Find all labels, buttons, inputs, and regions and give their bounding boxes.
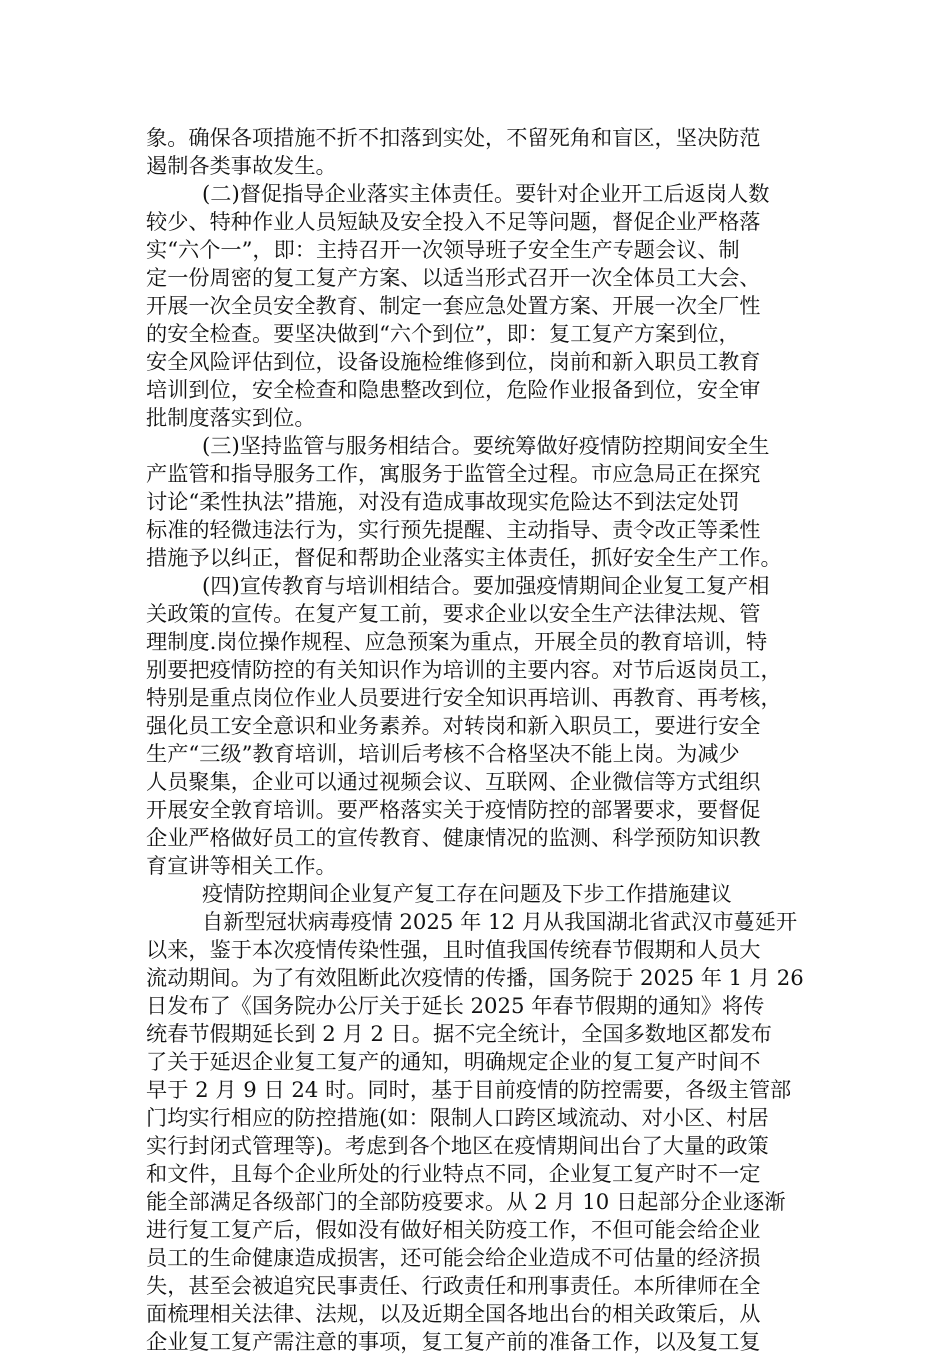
text-line: 人员聚集，企业可以通过视频会议、互联网、企业微信等方式组织 xyxy=(146,769,761,794)
text-line: 疫情防控期间企业复产复工存在问题及下步工作措施建议 xyxy=(202,881,732,906)
text-line: (二)督促指导企业落实主体责任。要针对企业开工后返岗人数 xyxy=(202,181,770,206)
text-line: 讨论“柔性执法”措施，对没有造成事故现实危险达不到法定处罚 xyxy=(146,489,740,514)
text-line: 自新型冠状病毒疫情 2025 年 12 月从我国湖北省武汉市蔓延开 xyxy=(202,909,798,934)
text-line: 较少、特种作业人员短缺及安全投入不足等问题，督促企业严格落 xyxy=(146,209,761,234)
text-line: 早于 2 月 9 日 24 时。同时，基于目前疫情的防控需要，各级主管部 xyxy=(146,1077,792,1102)
text-line: 开展安全敦育培训。要严格落实关于疫情防控的部署要求，要督促 xyxy=(146,797,761,822)
text-line: 标准的轻微违法行为，实行预先提醒、主动指导、责令改正等柔性 xyxy=(146,517,761,542)
text-line: 的安全检查。要坚决做到“六个到位”，即：复工复产方案到位， xyxy=(146,321,740,346)
text-line: (四)宣传教育与培训相结合。要加强疫情期间企业复工复产相 xyxy=(202,573,770,598)
text-line: 培训到位，安全检查和隐患整改到位，危险作业报备到位，安全审 xyxy=(146,377,761,402)
text-line: 企业复工复产需注意的事项，复工复产前的准备工作，以及复工复 xyxy=(146,1329,761,1354)
text-line: 象。确保各项措施不折不扣落到实处，不留死角和盲区，坚决防范 xyxy=(146,125,761,150)
text-line: 以来，鉴于本次疫情传染性强，且时值我国传统春节假期和人员大 xyxy=(146,937,761,962)
text-line: 了关于延迟企业复工复产的通知，明确规定企业的复工复产时间不 xyxy=(146,1049,761,1074)
text-line: 能全部满足各级部门的全部防疫要求。从 2 月 10 日起部分企业逐渐 xyxy=(146,1189,786,1214)
text-line: 育宣讲等相关工作。 xyxy=(146,853,337,878)
text-line: 理制度.岗位操作规程、应急预案为重点，开展全员的教育培训，特 xyxy=(146,629,768,654)
text-line: 强化员工安全意识和业务素养。对转岗和新入职员工，要进行安全 xyxy=(146,713,761,738)
text-line: 实行封闭式管理等)。考虑到各个地区在疫情期间出台了大量的政策 xyxy=(146,1133,769,1158)
text-line: 实“六个一”，即：主持召开一次领导班子安全生产专题会议、制 xyxy=(146,237,740,262)
text-line: 别要把疫情防控的有关知识作为培训的主要内容。对节后返岗员工， xyxy=(146,657,782,682)
text-line: 和文件，且每个企业所处的行业特点不同，企业复工复产时不一定 xyxy=(146,1161,761,1186)
text-line: 特别是重点岗位作业人员要进行安全知识再培训、再教育、再考核， xyxy=(146,685,782,710)
text-line: 企业严格做好员工的宣传教育、健康情况的监测、科学预防知识教 xyxy=(146,825,761,850)
text-line: 进行复工复产后，假如没有做好相关防疫工作，不但可能会给企业 xyxy=(146,1217,761,1242)
text-line: (三)坚持监管与服务相结合。要统筹做好疫情防控期间安全生 xyxy=(202,433,770,458)
text-line: 定一份周密的复工复产方案、以适当形式召开一次全体员工大会、 xyxy=(146,265,761,290)
text-line: 关政策的宣传。在复产复工前，要求企业以安全生产法律法规、管 xyxy=(146,601,761,626)
text-line: 批制度落实到位。 xyxy=(146,405,316,430)
text-line: 安全风险评估到位，设备设施检维修到位，岗前和新入职员工教育 xyxy=(146,349,761,374)
text-line: 产监管和指导服务工作，寓服务于监管全过程。市应急局正在探究 xyxy=(146,461,761,486)
text-line: 遏制各类事故发生。 xyxy=(146,153,337,178)
text-line: 开展一次全员安全教育、制定一套应急处置方案、开展一次全厂性 xyxy=(146,293,761,318)
text-line: 生产“三级”教育培训，培训后考核不合格坚决不能上岗。为减少 xyxy=(146,741,740,766)
document-body xyxy=(146,124,806,1356)
text-line: 统春节假期延长到 2 月 2 日。据不完全统计，全国多数地区都发布 xyxy=(146,1021,772,1046)
text-line: 员工的生命健康造成损害，还可能会给企业造成不可估量的经济损 xyxy=(146,1245,761,1270)
text-line: 面梳理相关法律、法规，以及近期全国各地出台的相关政策后，从 xyxy=(146,1301,761,1326)
text-line: 失，甚至会被追究民事责任、行政责任和刑事责任。本所律师在全 xyxy=(146,1273,761,1298)
text-line: 日发布了《国务院办公厅关于延长 2025 年春节假期的通知》将传 xyxy=(146,993,765,1018)
text-line: 措施予以纠正，督促和帮助企业落实主体责任，抓好安全生产工作。 xyxy=(146,545,782,570)
text-line: 门均实行相应的防控措施(如：限制人口跨区域流动、对小区、村居 xyxy=(146,1105,769,1130)
text-line: 流动期间。为了有效阻断此次疫情的传播，国务院于 2025 年 1 月 26 xyxy=(146,965,804,990)
